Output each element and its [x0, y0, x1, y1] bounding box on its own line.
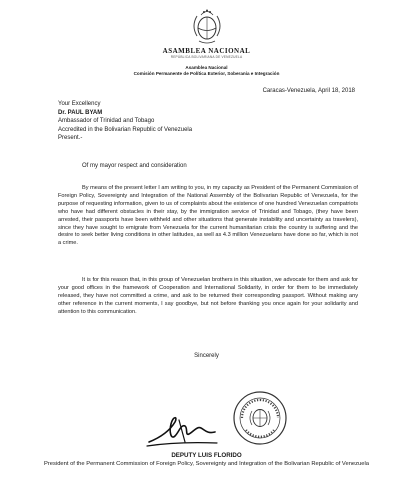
body-paragraph-1: By means of the present letter I am writing to you, in my capacity as President of the Permanent Commission of Foreign Policy, Sovereignty and Integration of the National Assembly of the Bolivarian Republic of Venezuela, for the purpose of requesting information, given to us of complaints about the existence of one hundred Venezuelan compatriots who have had different obstacles in their stay, by the immigration service of Trinidad and Tobago, (they have been arrested, their passports have been withheld and other situations that generate instability and uncertainty as travelers), since they have sought to emigrate from Venezuela for the current humanitarian crisis the country is suffering and the desire to seek better living conditions in other latitudes, as well as 4.3 million Venezuelans have done so far, which is not a crime.	[58, 185, 358, 247]
handwritten-signature	[145, 412, 219, 448]
institution-subtitle: REPÚBLICA BOLIVARIANA DE VENEZUELA	[170, 55, 243, 59]
recipient-line-5: Present.-	[58, 135, 83, 142]
signer-title: President of the Permanent Commission of Foreign Policy, Sovereignty and Integration of the Bolivarian Republic of Venezuela	[43, 461, 370, 467]
body-paragraph-2: It is for this reason that, in this group of Venezuelan brothers in this situation, we advocate for them and ask for your good offices in the framework of Cooperation and International Solidarity, in order for them to be immediately released, they have not committed a crime, and ask to be returned their corresponding passport. Without making any other reference in the current moments, I say goodbye, but not before thanking you once again for your solidarity and attention to this communication.	[58, 277, 358, 315]
recipient-line-3: Ambassador of Trinidad and Tobago	[58, 118, 155, 125]
letterhead-office	[0, 65, 413, 77]
letterhead-line-2: Comisión Permanente de Política Exterior, Soberanía e Integración	[133, 71, 280, 76]
official-seal-stamp	[232, 390, 288, 446]
national-assembly-crest-icon	[185, 6, 229, 46]
letter-date: Caracas-Venezuela, April 18, 2018	[262, 88, 355, 94]
salutation: Of my mayor respect and consideration	[82, 163, 187, 169]
recipient-name: Dr. PAUL BYAM	[58, 109, 103, 116]
recipient-block	[58, 100, 192, 143]
signer-name: DEPUTY LUIS FLORIDO	[171, 452, 242, 459]
institution-name: ASAMBLEA NACIONAL	[162, 47, 251, 55]
recipient-line-1: Your Excellency	[58, 101, 101, 107]
closing: Sincerely	[194, 353, 219, 359]
recipient-line-4: Accredited in the Bolivarian Republic of Venezuela	[58, 126, 193, 133]
letterhead-line-1: Asamblea Nacional	[185, 65, 228, 70]
